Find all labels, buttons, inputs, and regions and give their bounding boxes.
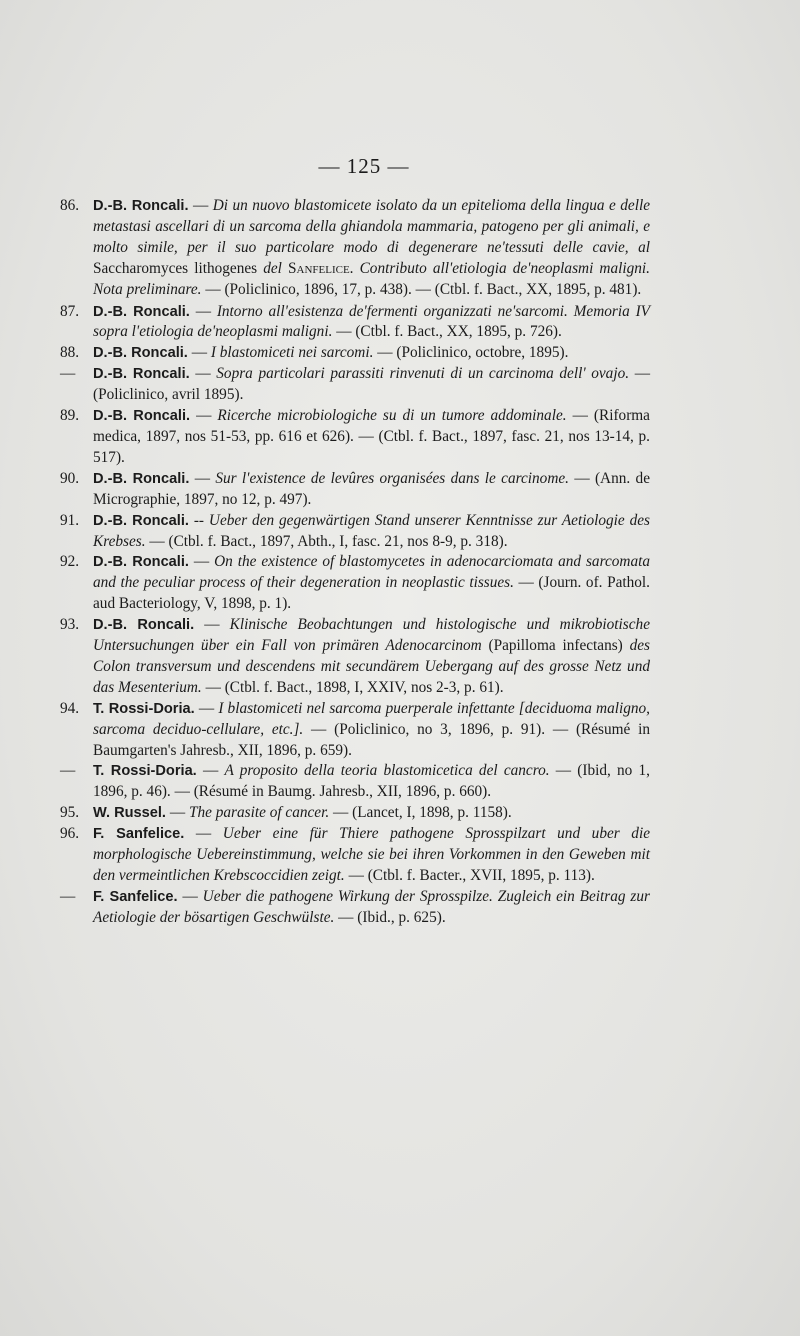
entry-author: D.-B. Roncali. (93, 554, 189, 571)
bibliography-entry-96b (60, 887, 650, 929)
entry-title: A proposito della teoria blastomicetica del cancro. (224, 762, 550, 780)
bibliography-entry-94b (60, 761, 650, 803)
entry-title: Intorno all'esistenza de'fermenti organizzati ne'sarcomi. Memoria IV sopra l'etiologia de'neoplasmi maligni. (93, 302, 651, 341)
entry-text: Saccharomyces lithogenes (93, 259, 264, 277)
entry-number: — (60, 365, 76, 383)
entry-title-part: del (263, 259, 288, 277)
entry-number: — (60, 762, 76, 780)
bibliography-entry-96 (60, 824, 650, 887)
entry-author: F. Sanfelice. (93, 826, 185, 843)
bibliography-entry-94 (60, 699, 650, 762)
entry-citation: — (Ctbl. f. Bacter., XVII, 1895, p. 113). (344, 867, 595, 884)
entry-number: 90. (60, 469, 80, 487)
entry-number: 89. (60, 407, 80, 425)
bibliography-entry-88b (60, 364, 650, 406)
entry-title: Di un nuovo blastomicete isolato da un epitelioma della lingua e delle metastasi ascellari di un sarcoma della ghiandola mammaria, patogeno per gli animali, e molto simile, per il suo particolare modo di degenerare ne'tessuti delle cavie, al (93, 197, 650, 256)
entry-number: 93. (60, 616, 80, 634)
entry-title: Ueber die pathogene Wirkung der Sprosspilze. Zugleich ein Beitrag zur Aetiologie der bösartigen Geschwülste. (93, 887, 650, 926)
bibliography-entry-86 (60, 196, 650, 301)
bibliography-entry-88 (60, 343, 650, 364)
entry-separator: — (196, 762, 225, 780)
entry-separator: — (189, 469, 216, 487)
entry-citation: — (Policlinico, octobre, 1895). (373, 344, 569, 362)
bibliography-entry-91 (60, 511, 650, 553)
entry-author: T. Rossi-Doria. (93, 700, 195, 717)
entry-citation: — (Ctbl. f. Bact., XX, 1895, p. 726). (332, 323, 562, 341)
entry-separator: — (166, 804, 189, 822)
entry-number: 95. (60, 804, 80, 822)
bibliography-entry-90 (60, 469, 650, 511)
entry-citation: — (Policlinico, avril 1895). (93, 365, 650, 404)
bibliography-list (60, 196, 650, 929)
entry-citation: — (Ibid, no 1, 1896, p. 46). — (Résumé in Baumg. Jahresb., XII, 1896, p. 660). (93, 762, 650, 801)
page-number: — 125 — (318, 154, 410, 178)
entry-number: 87. (60, 302, 80, 320)
entry-author: T. Rossi-Doria. (93, 763, 197, 780)
entry-author: D.-B. Roncali. (93, 408, 191, 425)
entry-author: D.-B. Roncali. (93, 617, 195, 634)
entry-number: 94. (60, 699, 80, 717)
entry-number: 96. (60, 825, 80, 843)
entry-title: Sopra particolari parassiti rinvenuti di un carcinoma dell' ovajo. (216, 365, 630, 383)
bibliography-entry-87 (60, 302, 650, 344)
entry-title: I blastomiceti nel sarcoma puerperale infettante [deciduoma maligno, sarcoma deciduo-cellulare, etc.]. (93, 699, 650, 738)
entry-citation: — (Policlinico, 1896, 17, p. 438). — (Ctbl. f. Bact., XX, 1895, p. 481). (201, 280, 642, 298)
entry-citation: — (Ibid., p. 625). (334, 908, 446, 926)
entry-separator: — (188, 197, 213, 214)
entry-text: (Papilloma infectans) (481, 637, 630, 655)
entry-separator: — (194, 699, 219, 717)
entry-title: I blastomiceti nei sarcomi. (210, 344, 374, 362)
entry-title-part: Contributo all'etiologia de'neoplasmi maligni. Nota preliminare. (93, 259, 650, 298)
entry-title: Ueber den gegenwärtigen Stand unserer Kenntnisse zur Aetiologie des Krebses. (93, 511, 650, 550)
entry-author: D.-B. Roncali. (93, 366, 190, 383)
entry-author: D.-B. Roncali. (93, 512, 189, 529)
entry-title: The parasite of cancer. (188, 804, 330, 822)
entry-author: D.-B. Roncali. (93, 303, 190, 320)
entry-separator: -- (188, 511, 209, 529)
entry-author: D.-B. Roncali. (93, 198, 189, 214)
entry-number: 88. (60, 344, 80, 362)
entry-separator: — (184, 825, 223, 843)
entry-title: Ricerche microbiologiche su di un tumore addominale. (217, 407, 567, 425)
entry-separator: — (190, 407, 218, 425)
entry-title: Klinische Beobachtungen und histologische und mikrobiotische Untersuchungen über ein Fall von primären Adenocarcinom (93, 616, 650, 655)
entry-title: On the existence of blastomycetes in adenocarciomata and sarcomata and the peculiar process of their degeneration in neoplastic tissues. (93, 553, 650, 592)
entry-citation: — (Lancet, I, 1898, p. 1158). (329, 804, 512, 822)
entry-number: 86. (60, 197, 80, 214)
entry-number: 91. (60, 511, 80, 529)
bibliography-entry-92 (60, 552, 650, 615)
entry-citation: — (Ctbl. f. Bact., 1897, Abth., I, fasc. 21, nos 8-9, p. 318). (145, 532, 508, 550)
entry-author-ref: Sanfelice. (288, 259, 354, 277)
entry-separator: — (194, 616, 230, 634)
bibliography-entry-95 (60, 803, 650, 824)
entry-number: — (60, 887, 76, 905)
entry-separator: — (189, 302, 217, 320)
entry-author: W. Russel. (93, 805, 166, 822)
entry-title: Sur l'existence de levûres organisées dans le carcinome. (215, 469, 569, 487)
entry-author: D.-B. Roncali. (93, 345, 188, 362)
entry-number: 92. (60, 553, 80, 571)
entry-citation: — (Ann. de Micrographie, 1897, no 12, p. 497). (93, 469, 650, 508)
entry-title: Ueber eine für Thiere pathogene Sprosspilzart und uber die morphologische Uebereinstimmung, welche sie bei ihren Vorkommen in den Geweben mit den vermeintlichen Krebscoccidien zeigt. (93, 825, 650, 884)
entry-separator: — (187, 344, 211, 362)
entry-author: D.-B. Roncali. (93, 470, 190, 487)
entry-title-part: des Colon transversum und descendens mit secundärem Uebergang auf des grosse Netz und das Mesenterium. (93, 637, 650, 696)
entry-citation: — (Policlinico, no 3, 1896, p. 91). — (Résumé in Baumgarten's Jahresb., XII, 1896, p. 659). (93, 720, 651, 759)
entry-citation: — (Riforma medica, 1897, nos 51-53, pp. 616 et 626). — (Ctbl. f. Bact., 1897, fasc. 21, nos 13-14, p. 517). (93, 407, 650, 466)
bibliography-entry-93 (60, 615, 650, 699)
entry-separator: — (189, 365, 217, 383)
entry-author: F. Sanfelice. (93, 888, 178, 905)
entry-separator: — (188, 553, 215, 571)
entry-citation: — (Ctbl. f. Bact., 1898, I, XXIV, nos 2-3, p. 61). (201, 678, 504, 696)
bibliography-entry-89 (60, 406, 650, 469)
entry-citation: — (Journ. of. Pathol. aud Bacteriology, V, 1898, p. 1). (93, 574, 650, 613)
entry-separator: — (177, 887, 203, 905)
